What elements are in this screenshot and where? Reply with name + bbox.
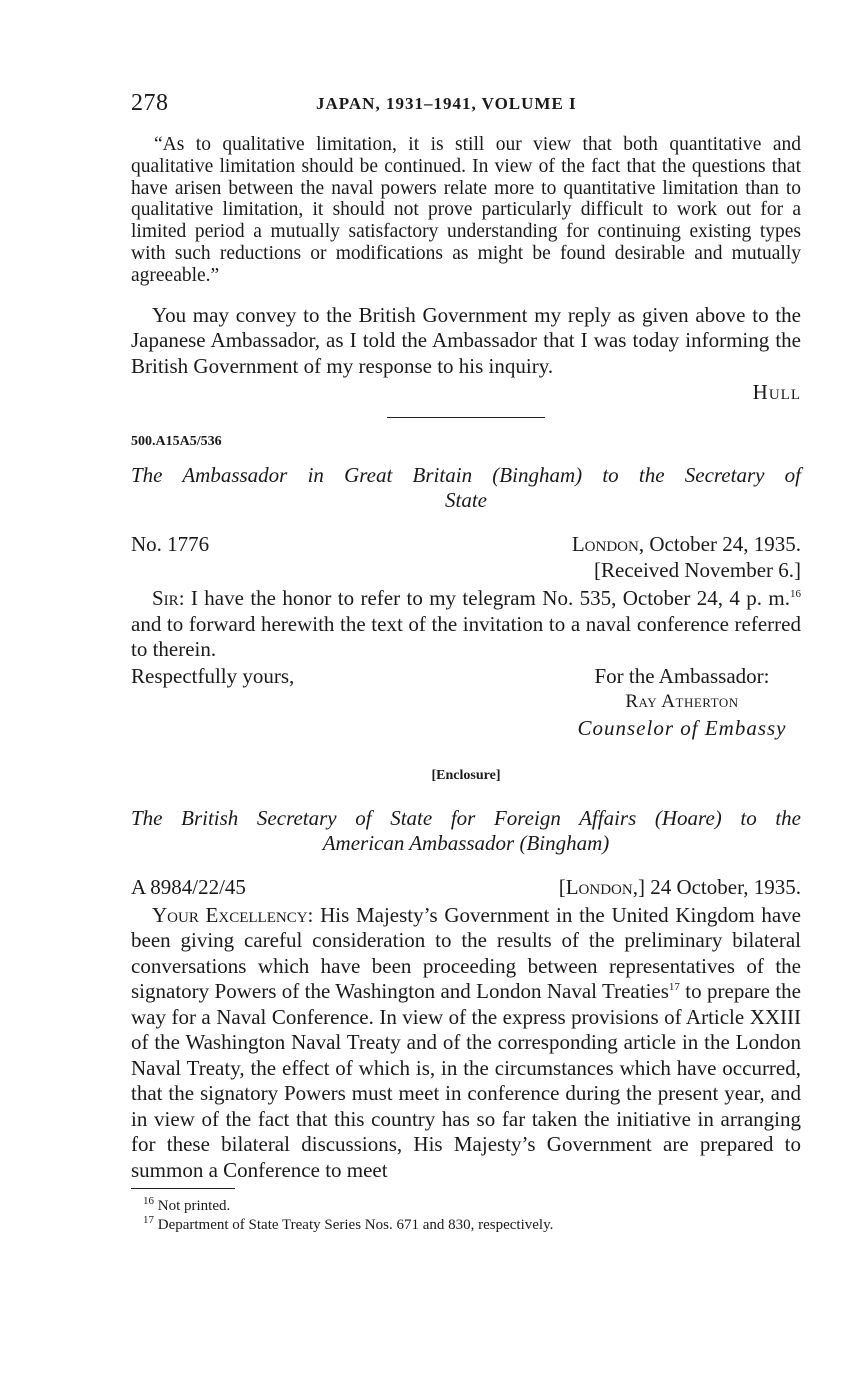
enclosure-date: ] 24 October, 1935. xyxy=(637,874,801,899)
enclosure-place: London, xyxy=(565,874,638,899)
convey-paragraph: You may convey to the British Government my reply as given above to the Japanese Ambassador, as I told the Ambassador that I was today informing the British Government of my response to his inquiry. xyxy=(131,302,801,378)
letter-text-part-2: and to forward herewith the text of the invitation to a naval conference referred to therein. xyxy=(131,611,801,662)
letter-salutation: Sir xyxy=(152,586,179,611)
signer-name: Ray Atherton xyxy=(625,690,739,712)
signature-block xyxy=(131,663,801,745)
enclosure-reference-line xyxy=(131,874,801,900)
running-head: JAPAN, 1931–1941, VOLUME I xyxy=(316,94,577,113)
enclosure-text-part-1: : His Majesty’s Government in the United Kingdom have been giving careful consideration to the results of the preliminary bilateral conversations which have been proceeding between representatives of the signatory Powers of the Washington and London Naval Treaties xyxy=(131,902,802,1004)
footnote-marker: 16 xyxy=(143,1195,154,1208)
enclosure-title xyxy=(131,806,801,856)
dispatch-place-date xyxy=(572,531,801,557)
dispatch-number: No. 1776 xyxy=(131,532,210,557)
received-date: [Received November 6.] xyxy=(594,558,801,583)
signature-hull: Hull xyxy=(752,380,801,405)
letter-text-part-1: : I have the honor to refer to my telegram No. 535, October 24, 4 p. m. xyxy=(178,586,790,611)
document-title-line-1: The Ambassador in Great Britain (Bingham) to the Secretary of xyxy=(131,463,801,488)
footnote-ref-16: 16 xyxy=(790,588,801,601)
for-ambassador-line: For the Ambassador: xyxy=(594,663,770,688)
file-number: 500.A15A5/536 xyxy=(131,434,222,450)
page-header xyxy=(131,88,801,122)
footnotes xyxy=(131,1197,801,1235)
enclosure-title-line-2: American Ambassador (Bingham) xyxy=(322,830,610,855)
signer-title: Counselor of Embassy xyxy=(577,715,787,740)
document-title xyxy=(131,463,801,513)
document-page xyxy=(131,88,801,1235)
document-title-line-2: State xyxy=(445,488,487,513)
bracket-open: [ xyxy=(558,874,566,899)
dispatch-date: October 24, 1935. xyxy=(649,532,801,557)
footnote-text: Not printed. xyxy=(157,1198,231,1215)
enclosure-reference: A 8984/22/45 xyxy=(131,874,246,899)
page-number: 278 xyxy=(131,90,169,116)
section-divider xyxy=(387,417,545,418)
quoted-paragraph: “As to qualitative limitation, it is still our view that both quantitative and qualitative limitation should be continued. In view of the fact that the questions that have arisen between the naval powers relate more to quantitative limitation than to qualitative limitation, it should not prove particularly difficult to work out for a limited period a mutually satisfactory understanding for continuing existing types with such reductions or modifications as might be found desirable and mutually agreeable.” xyxy=(131,134,801,286)
enclosure-text-part-2: to prepare the way for a Naval Conference. In view of the express provisions of Article XXIII of the Washington Naval Treaty and of the corresponding article in the London Naval Treaty, the effect of which is, in the circumstances which have occurred, that the signatory Powers must meet in conference during the present year, and in view of the fact that this country has so far taken the initiative in arranging for these bilateral discussions, His Majesty’s Government are prepared to summon a Conference to meet xyxy=(131,979,801,1182)
enclosure-title-line-1: The British Secretary of State for Foreign Affairs (Hoare) to the xyxy=(131,805,801,830)
dispatch-place: London, xyxy=(571,532,645,557)
enclosure-paragraph xyxy=(131,903,801,1184)
signer-block xyxy=(563,663,801,741)
footnote-17 xyxy=(143,1216,801,1235)
footnote-divider xyxy=(131,1188,235,1189)
footnote-16 xyxy=(143,1197,801,1216)
enclosure-label: [Enclosure] xyxy=(431,767,501,783)
enclosure-place-date xyxy=(559,874,801,900)
footnote-marker: 17 xyxy=(143,1214,154,1227)
closing-text: Respectfully yours, xyxy=(131,663,295,688)
enclosure-salutation: Your Excellency xyxy=(152,902,308,927)
dispatch-line xyxy=(131,531,801,557)
footnote-text: Department of State Treaty Series Nos. 671 and 830, respectively. xyxy=(157,1217,554,1234)
footnote-ref-17: 17 xyxy=(668,981,680,994)
letter-paragraph xyxy=(131,586,801,663)
